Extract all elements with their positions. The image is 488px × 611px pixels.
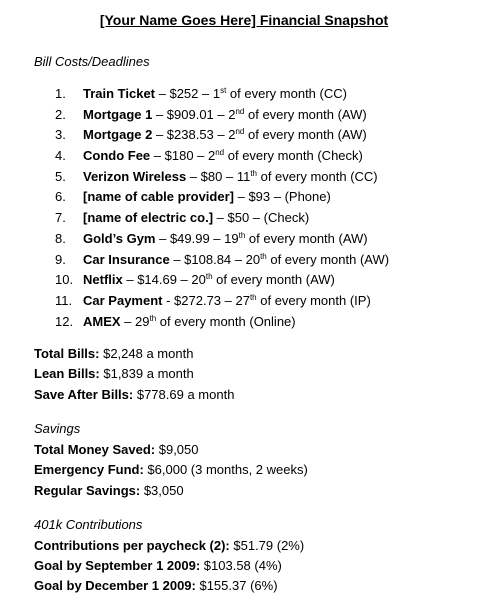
bill-amount: – $238.53 – 2	[152, 127, 236, 143]
goal-september-value: $103.58 (4%)	[200, 558, 282, 573]
contributions-per-paycheck-label: Contributions per paycheck (2):	[34, 538, 230, 553]
goal-december-value: $155.37 (6%)	[195, 578, 278, 593]
bill-number: 4.	[55, 148, 66, 164]
total-bills-label: Total Bills:	[34, 346, 100, 361]
bill-detail: of every month (AW)	[244, 127, 367, 143]
bill-number: 12.	[55, 313, 74, 329]
bill-name: AMEX	[83, 313, 121, 329]
bill-item	[55, 105, 389, 126]
bill-ordinal: st	[220, 86, 227, 95]
bill-amount: – $909.01 – 2	[152, 106, 236, 122]
bill-detail: of every month (IP)	[256, 292, 371, 308]
bill-name: Mortgage 1	[83, 106, 153, 122]
bill-ordinal: th	[149, 313, 157, 323]
total-money-saved-label: Total Money Saved:	[34, 442, 156, 457]
total-bills-line	[34, 346, 193, 361]
bill-detail: of every month (Online)	[156, 313, 296, 329]
bills-heading: Bill Costs/Deadlines	[34, 54, 150, 69]
savings-heading: Savings	[34, 421, 81, 436]
bill-amount: – $180 – 2	[150, 148, 216, 164]
bill-detail: of every month (Check)	[224, 148, 363, 164]
bill-name: Train Ticket	[83, 86, 156, 101]
regular-savings-line	[34, 483, 184, 498]
bill-number: 11.	[55, 292, 73, 308]
contributions-per-paycheck-line	[34, 538, 304, 553]
bill-amount: – $49.99 – 19	[155, 230, 239, 246]
save-after-bills-line	[34, 387, 234, 402]
bill-name: [name of electric co.]	[83, 210, 214, 226]
bill-name: Car Payment	[83, 292, 163, 308]
bill-ordinal: th	[260, 251, 267, 261]
bill-amount: – $93 – (Phone)	[233, 189, 331, 205]
bill-number: 6.	[55, 189, 66, 205]
bill-item	[55, 291, 389, 312]
bill-item	[55, 250, 389, 271]
bill-ordinal: th	[205, 272, 213, 282]
bill-name: Car Insurance	[83, 251, 170, 267]
bill-detail: of every month (AW)	[244, 106, 367, 122]
bill-amount: – $50 – (Check)	[213, 210, 310, 226]
bill-number: 2.	[55, 106, 66, 122]
bill-name: Mortgage 2	[83, 127, 153, 143]
bill-detail: of every month (CC)	[256, 168, 378, 184]
bill-ordinal: th	[249, 292, 257, 302]
bill-ordinal: nd	[235, 106, 245, 116]
goal-september-line	[34, 558, 282, 573]
total-money-saved-line	[34, 442, 199, 457]
bill-number: 7.	[55, 210, 66, 226]
emergency-fund-line	[34, 462, 308, 477]
bill-amount: - $272.73 – 27	[162, 292, 250, 308]
401k-heading: 401k Contributions	[34, 517, 143, 532]
bill-number: 1.	[55, 86, 66, 101]
bill-detail: of every month (CC)	[226, 86, 347, 101]
bill-item	[55, 187, 389, 208]
bill-ordinal: th	[238, 230, 246, 240]
bill-detail: of every month (AW)	[266, 251, 390, 267]
bill-number: 8.	[55, 230, 66, 246]
bill-name: Netflix	[83, 272, 123, 288]
total-bills-value: $2,248 a month	[99, 346, 194, 361]
bill-detail: of every month (AW)	[245, 230, 368, 246]
regular-savings-value: $3,050	[140, 483, 184, 498]
bill-number: 3.	[55, 127, 66, 143]
bill-detail: of every month (AW)	[212, 272, 335, 288]
total-money-saved-value: $9,050	[155, 442, 199, 457]
bill-name: Verizon Wireless	[83, 168, 187, 184]
emergency-fund-label: Emergency Fund:	[34, 462, 144, 477]
goal-december-line	[34, 578, 278, 593]
lean-bills-value: $1,839 a month	[99, 366, 194, 381]
save-after-bills-value: $778.69 a month	[133, 387, 235, 402]
lean-bills-label: Lean Bills:	[34, 366, 100, 381]
bill-ordinal: th	[250, 168, 257, 178]
bill-item	[55, 84, 389, 105]
bill-amount: – 29	[120, 313, 150, 329]
bill-amount: – $14.69 – 20	[122, 272, 206, 288]
page-title: [Your Name Goes Here] Financial Snapshot	[99, 12, 389, 28]
bill-number: 5.	[55, 168, 66, 184]
bill-item	[55, 167, 389, 188]
bill-item	[55, 229, 389, 250]
emergency-fund-value: $6,000 (3 months, 2 weeks)	[143, 462, 308, 477]
bill-item	[55, 146, 389, 167]
regular-savings-label: Regular Savings:	[34, 483, 141, 498]
bill-name: [name of cable provider]	[83, 189, 234, 205]
lean-bills-line	[34, 366, 194, 381]
bill-item	[55, 125, 389, 146]
bill-ordinal: nd	[215, 148, 225, 158]
goal-december-label: Goal by December 1 2009:	[34, 578, 196, 593]
bill-name: Gold’s Gym	[83, 230, 156, 246]
bill-item	[55, 208, 389, 229]
bill-list	[55, 84, 389, 332]
save-after-bills-label: Save After Bills:	[34, 387, 134, 402]
goal-september-label: Goal by September 1 2009:	[34, 558, 201, 573]
bill-name: Condo Fee	[83, 148, 151, 164]
bill-amount: – $252 – 1	[155, 86, 221, 101]
contributions-per-paycheck-value: $51.79 (2%)	[229, 538, 305, 553]
bill-amount: – $80 – 11	[186, 168, 251, 184]
bill-number: 10.	[55, 272, 74, 288]
bill-ordinal: nd	[235, 127, 245, 137]
bill-item	[55, 270, 389, 291]
bill-number: 9.	[55, 251, 66, 267]
bill-item	[55, 312, 389, 333]
bill-amount: – $108.84 – 20	[169, 251, 261, 267]
